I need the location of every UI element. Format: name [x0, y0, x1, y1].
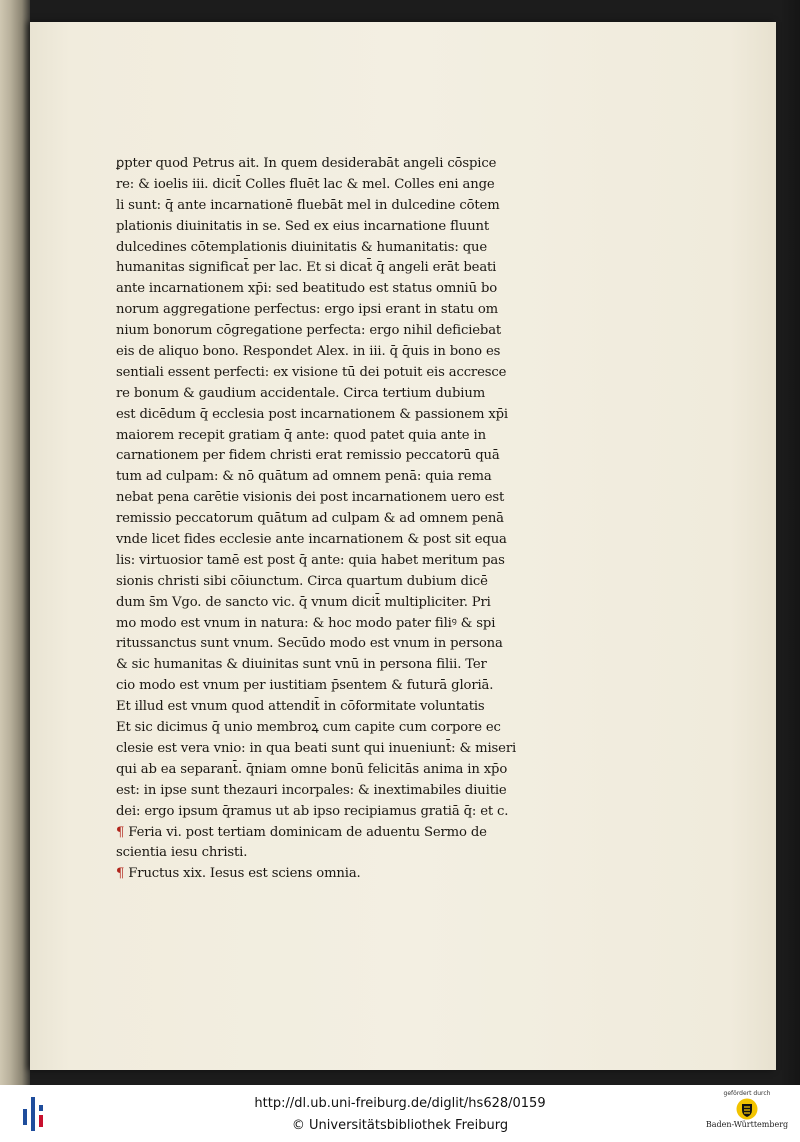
text-line-22: dum s̄m Vgo. de sancto vic. q̄ vnum dicit̄ multipliciter. Pri [116, 594, 491, 610]
section-heading: ¶ Fructus xix. Iesus est sciens omnia. [116, 866, 361, 882]
text-line-9: nium bonorum cōgregatione perfecta: ergo nihil deficiebat [116, 323, 502, 339]
text-line-25: & sic humanitas & diuinitas sunt vnū in persona filii. Ter [116, 657, 487, 673]
text-line-24: ritussanctus sunt vnum. Secūdo modo est vnum in persona [116, 636, 503, 652]
text-line-29: clesie est vera vnio: in qua beati sunt qui inueniunt̄: & miseri [116, 740, 517, 756]
text-line-11: sentiali essent perfecti: ex visione tū dei potuit eis accresce [116, 364, 507, 380]
text-line-17: nebat pena carētie visionis dei post incarnationem uero est [116, 490, 505, 506]
text-line-28: Et sic dicimus q̄ unio membroꝝ cum capite cum corpore ec [116, 720, 501, 736]
sponsor-logo [694, 1088, 800, 1142]
text-line-4: plationis diuinitatis in se. Sed ex eius incarnatione fluunt [116, 218, 490, 234]
copyright-notice: © Universitätsbibliothek Freiburg [291, 1118, 509, 1133]
text-line-1: ꝑpter quod Petrus ait. In quem desiderabāt angeli cōspice [116, 156, 497, 171]
text-line-23: mo modo est vnum in natura: & hoc modo pater filiꝰ & spi [116, 615, 496, 631]
text-line-30: qui ab ea separant̄. q̄niam omne bonū felicitās anima in xp̄o [116, 761, 508, 777]
document-url[interactable]: http://dl.ub.uni-freiburg.de/diglit/hs628/0159 [254, 1096, 546, 1111]
facing-page-edge [0, 0, 30, 1085]
text-line-7: ante incarnationem xp̄i: sed beatitudo est status omniū bo [116, 281, 498, 297]
text-line-13: est dicēdum q̄ ecclesia post incarnationem & passionem xp̄i [116, 406, 508, 422]
text-line-32: dei: ergo ipsum q̄ramus ut ab ipso recipiamus gratiā q̄: et c. [116, 803, 509, 819]
viewer-footer [0, 1085, 800, 1142]
text-line-19: vnde licet fides ecclesie ante incarnationem & post sit equa [116, 532, 507, 548]
text-line-8: norum aggregatione perfectus: ergo ipsi erant in statu om [116, 302, 499, 318]
text-line-16: tum ad culpam: & nō quātum ad omnem penā: quia rema [116, 469, 492, 485]
text-line-2: re: & ioelis iii. dicit̄ Colles fluēt lac & mel. Colles eni ange [116, 176, 495, 192]
sponsor-name: Baden-Württemberg [705, 1120, 789, 1129]
baden-wuerttemberg-crest-icon [736, 1098, 758, 1120]
paragraph-mark: ¶ [116, 824, 125, 840]
text-line-3: li sunt: q̄ ante incarnationē fluebāt mel in dulcedine cōtem [116, 197, 500, 213]
text-line-31: est: in ipse sunt thezauri incorpales: & inextimabiles diuitie [116, 782, 507, 798]
text-line-15: carnationem per fidem christi erat remissio peccatorū quā [116, 448, 500, 464]
rubric-line-1: ¶ Feria vi. post tertiam dominicam de aduentu Sermo de [116, 824, 487, 840]
text-line-12: re bonum & gaudium accidentale. Circa tertium dubium [116, 385, 486, 401]
text-line-10: eis de aliquo bono. Respondet Alex. in iii. q̄ q̄uis in bono es [116, 344, 501, 360]
text-line-5: dulcedines cōtemplationis diuinitatis & humanitatis: que [116, 239, 487, 255]
text-line-18: remissio peccatorum quātum ad culpam & ad omnem penā [116, 511, 504, 527]
text-line-14: maiorem recepit gratiam q̄ ante: quod patet quia ante in [116, 427, 486, 443]
text-line-27: Et illud est vnum quod attendit̄ in cōformitate voluntatis [116, 699, 485, 715]
text-line-21: sionis christi sibi cōiunctum. Circa quartum dubium dicē [116, 573, 488, 589]
text-line-6: humanitas significat̄ per lac. Et si dicat̄ q̄ angeli erāt beati [116, 260, 497, 276]
paragraph-mark: ¶ [116, 866, 125, 882]
text-line-26: cio modo est vnum per iustitiam p̄sentem & futurā gloriā. [116, 678, 494, 694]
funded-by-label: gefördert durch [723, 1090, 771, 1097]
rubric-line-2: scientia iesu christi. [116, 845, 248, 861]
text-line-20: lis: virtuosior tamē est post q̄ ante: quia habet meritum pas [116, 552, 505, 568]
page-text [116, 154, 594, 885]
